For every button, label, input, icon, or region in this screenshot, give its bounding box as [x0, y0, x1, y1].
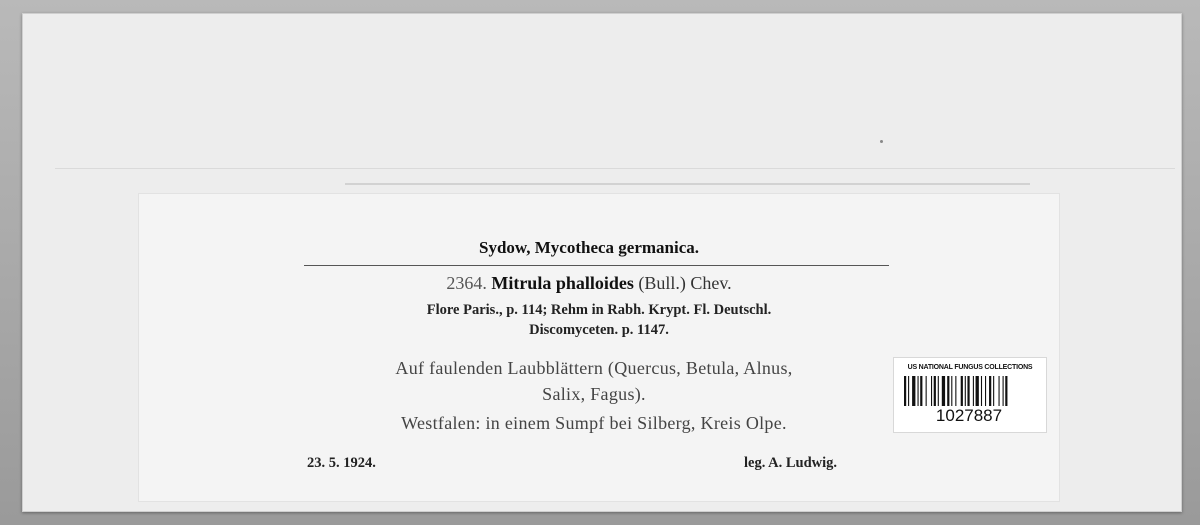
- paper-speck: [880, 140, 883, 143]
- collector: leg. A. Ludwig.: [744, 455, 838, 471]
- barcode-icon: [904, 376, 1036, 406]
- species-authority: (Bull.) Chev.: [638, 273, 732, 293]
- envelope-flap-fold: [55, 168, 1175, 169]
- literature-reference-1: Flore Paris., p. 114; Rehm in Rabh. Krypt. Fl. Deutschl.: [426, 302, 772, 318]
- species-name: Mitrula phalloides: [491, 273, 634, 293]
- habitat-line-1: Auf faulenden Laubblättern (Quercus, Betula, Alnus,: [395, 358, 793, 378]
- herbarium-label: [138, 193, 1060, 502]
- envelope-flap-edge: [345, 183, 1030, 185]
- literature-reference-2: Discomyceten. p. 1147.: [529, 322, 669, 338]
- habitat-line-2: Salix, Fagus).: [542, 384, 646, 404]
- exsiccata-number: 2364.: [446, 273, 487, 293]
- collection-name: US NATIONAL FUNGUS COLLECTIONS: [907, 364, 1033, 371]
- series-title: Sydow, Mycotheca germanica.: [478, 238, 700, 257]
- barcode-label: [893, 357, 1047, 433]
- barcode-number: 1027887: [935, 406, 1003, 425]
- locality: Westfalen: in einem Sumpf bei Silberg, Kreis Olpe.: [401, 413, 787, 433]
- species-line: [289, 273, 889, 294]
- title-underline: [304, 265, 889, 266]
- collection-date: 23. 5. 1924.: [307, 455, 376, 471]
